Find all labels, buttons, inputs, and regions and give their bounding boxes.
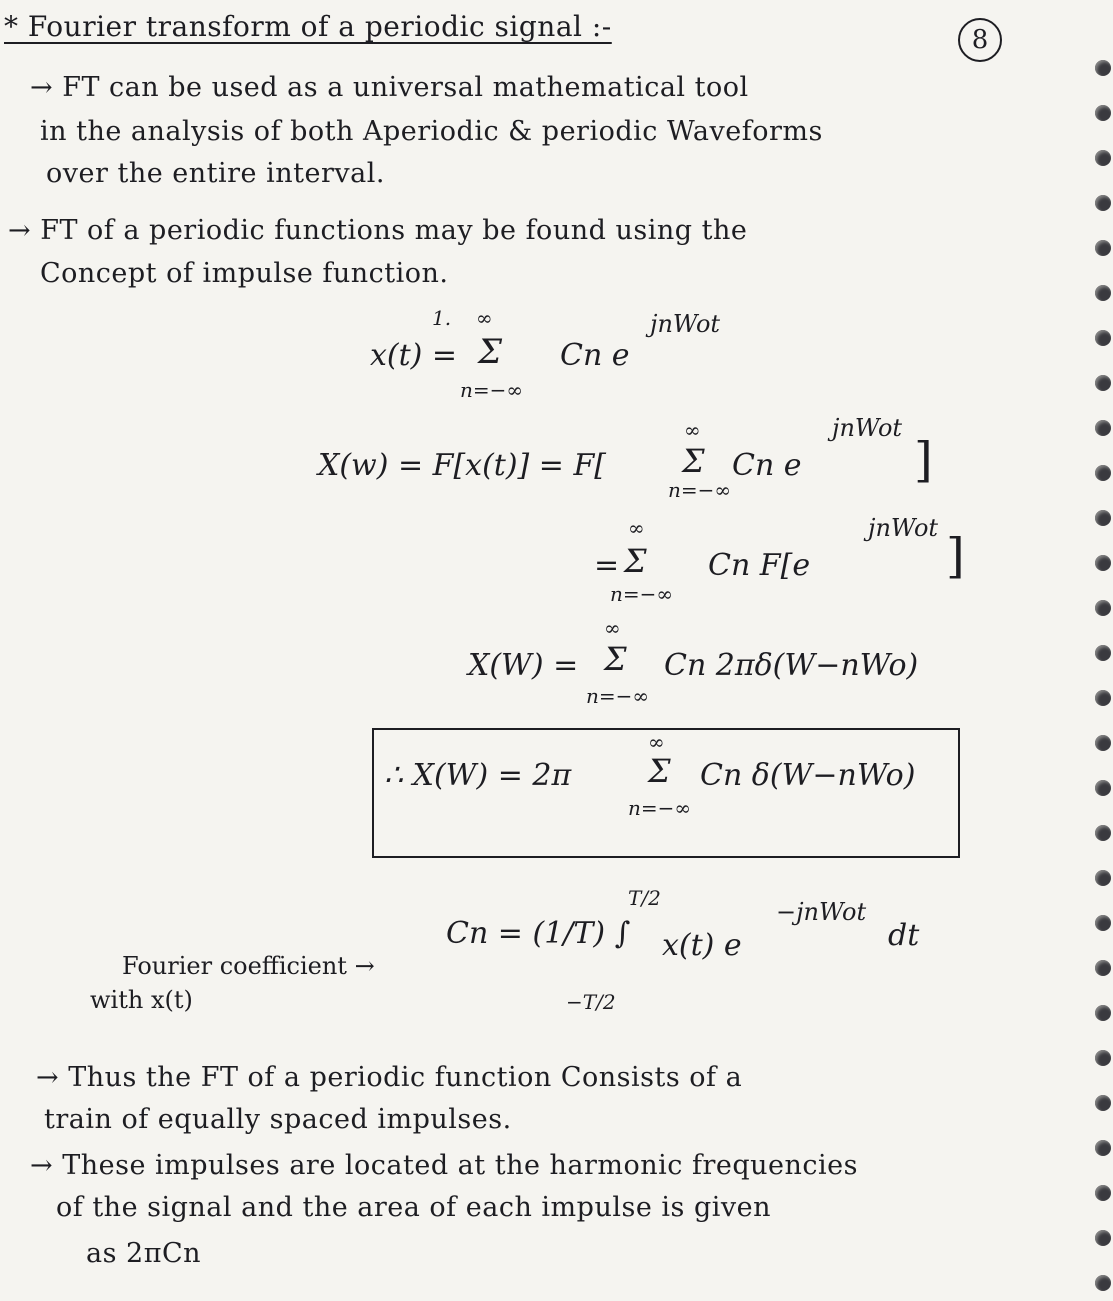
page-title: * Fourier transform of a periodic signal :- <box>4 10 612 43</box>
eq4-sigma: Σ <box>604 640 627 678</box>
spiral-hole <box>1095 555 1111 571</box>
text-line-6: → Thus the FT of a periodic function Consists of a <box>36 1062 743 1093</box>
eq1-upper: ∞ <box>476 306 493 330</box>
eq4-lower: n=−∞ <box>586 684 650 708</box>
spiral-hole <box>1095 915 1111 931</box>
eq2-sigma: Σ <box>682 442 705 480</box>
eq5-rhs: Cn δ(W−nWo) <box>700 758 916 793</box>
spiral-hole <box>1095 330 1111 346</box>
text-line-10: as 2πCn <box>86 1238 202 1269</box>
eq1-rhs: Cn e <box>560 338 630 373</box>
eq3-sigma: Σ <box>624 542 647 580</box>
eq2-upper: ∞ <box>684 418 701 442</box>
notebook-spiral-binding <box>1091 0 1113 1301</box>
eq6-lower: −T/2 <box>566 990 616 1014</box>
spiral-hole <box>1095 195 1111 211</box>
spiral-hole <box>1095 1185 1111 1201</box>
eq2-rhs: Cn e <box>732 448 802 483</box>
text-line-5: Concept of impulse function. <box>40 258 449 289</box>
eq1-sigma: Σ <box>478 332 503 372</box>
eq5-lower: n=−∞ <box>628 796 692 820</box>
fourier-coefficient-note: Fourier coefficient → <box>122 952 375 980</box>
spiral-hole <box>1095 600 1111 616</box>
eq6-dt: dt <box>888 918 920 953</box>
eq4-upper: ∞ <box>604 616 621 640</box>
spiral-hole <box>1095 510 1111 526</box>
eq2-lhs: X(w) = F[x(t)] = F[ <box>318 448 606 483</box>
spiral-hole <box>1095 735 1111 751</box>
text-line-4: → FT of a periodic functions may be found using the <box>8 215 748 246</box>
spiral-hole <box>1095 375 1111 391</box>
spiral-hole <box>1095 1095 1111 1111</box>
spiral-hole <box>1095 1050 1111 1066</box>
spiral-hole <box>1095 690 1111 706</box>
text-line-1: → FT can be used as a universal mathematical tool <box>30 72 749 103</box>
spiral-hole <box>1095 1275 1111 1291</box>
eq6-lhs: Cn = (1/T) ∫ <box>446 916 631 951</box>
text-line-8: → These impulses are located at the harmonic frequencies <box>30 1150 859 1181</box>
eq2-exp: jnWot <box>832 414 903 442</box>
page-number: 8 <box>958 18 1002 62</box>
eq3-lhs: = <box>594 548 620 583</box>
spiral-hole <box>1095 1140 1111 1156</box>
eq2-close: ] <box>914 432 933 488</box>
eq1-lower: n=−∞ <box>460 378 524 402</box>
spiral-hole <box>1095 780 1111 796</box>
spiral-hole <box>1095 960 1111 976</box>
eq5-lhs: ∴ X(W) = 2π <box>384 758 572 793</box>
text-line-7: train of equally spaced impulses. <box>44 1104 512 1135</box>
spiral-hole <box>1095 645 1111 661</box>
eq3-lower: n=−∞ <box>610 582 674 606</box>
eq4-rhs: Cn 2πδ(W−nWo) <box>664 648 919 683</box>
spiral-hole <box>1095 1230 1111 1246</box>
spiral-hole <box>1095 420 1111 436</box>
eq3-exp: jnWot <box>868 514 939 542</box>
eq6-upper: T/2 <box>628 886 661 910</box>
spiral-hole <box>1095 105 1111 121</box>
spiral-hole <box>1095 240 1111 256</box>
eq3-rhs: Cn F[e <box>708 548 811 583</box>
eq2-lower: n=−∞ <box>668 478 732 502</box>
spiral-hole <box>1095 465 1111 481</box>
eq3-close: ] <box>946 528 965 584</box>
spiral-hole <box>1095 870 1111 886</box>
with-xt-note: with x(t) <box>90 986 193 1014</box>
spiral-hole <box>1095 1005 1111 1021</box>
text-line-2: in the analysis of both Aperiodic & periodic Waveforms <box>40 116 823 147</box>
eq1-number: 1. <box>432 306 452 330</box>
eq6-rhs: x(t) e <box>662 928 742 963</box>
result-box <box>372 728 960 858</box>
text-line-3: over the entire interval. <box>46 158 385 189</box>
spiral-hole <box>1095 60 1111 76</box>
text-line-9: of the signal and the area of each impulse is given <box>56 1192 772 1223</box>
eq1-lhs: x(t) = <box>370 338 458 373</box>
eq6-exp: −jnWot <box>776 898 867 926</box>
eq5-upper: ∞ <box>648 730 665 754</box>
eq3-upper: ∞ <box>628 516 645 540</box>
eq4-lhs: X(W) = <box>468 648 579 683</box>
spiral-hole <box>1095 825 1111 841</box>
spiral-hole <box>1095 285 1111 301</box>
eq1-exp: jnWot <box>650 310 721 338</box>
eq5-sigma: Σ <box>648 752 671 790</box>
spiral-hole <box>1095 150 1111 166</box>
